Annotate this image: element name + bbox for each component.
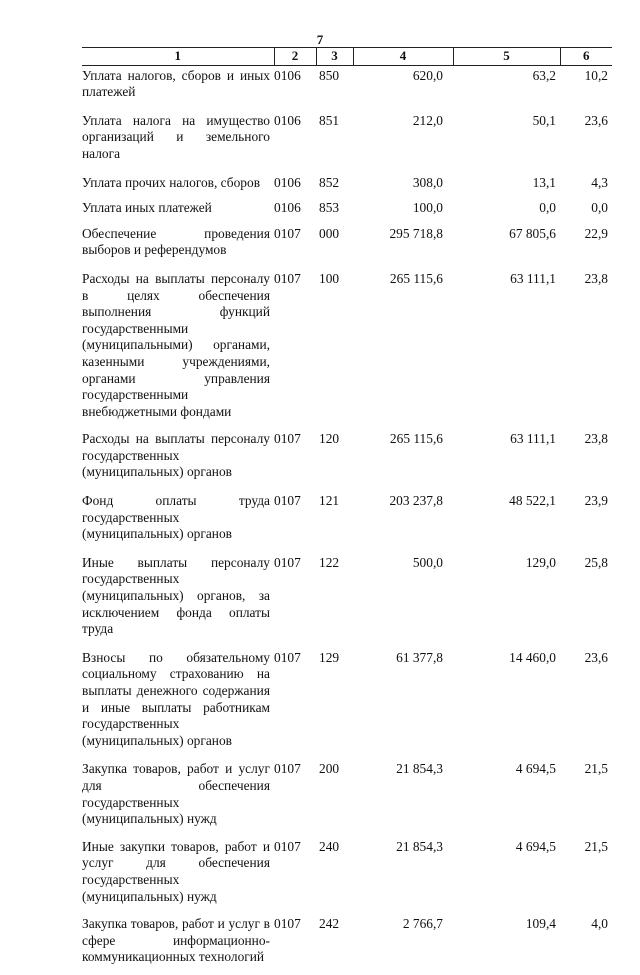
row-value-col4: 265 115,6: [389, 431, 443, 447]
row-value-col4: 100,0: [412, 200, 443, 216]
row-section-code: 0107: [274, 270, 301, 286]
row-value-col6: 0,0: [591, 200, 608, 216]
row-value-col5: 0,0: [539, 200, 556, 216]
row-expense-type-code: 850: [319, 67, 340, 83]
row-value-col4: 61 377,8: [396, 649, 443, 665]
row-name: Уплата налогов, сборов и иных платежей: [82, 67, 270, 100]
row-value-col6: 25,8: [584, 554, 608, 570]
row-name: Расходы на выплаты персоналу в целях обеспечения выполнения функций государственными (муниципальными) органами, казенными учреждениями, органами управления государственными внебюджетными фондами: [82, 270, 270, 419]
row-value-col5: 63 111,1: [510, 270, 556, 286]
row-name: Закупка товаров, работ и услуг в сфере информационно-коммуникационных технологий: [82, 916, 270, 965]
row-section-code: 0106: [274, 112, 301, 128]
row-section-code: 0106: [274, 200, 301, 216]
row-section-code: 0107: [274, 761, 301, 777]
row-value-col4: 500,0: [412, 554, 443, 570]
row-name: Взносы по обязательному социальному страхованию на выплаты денежного содержания и иные выплаты работникам государственных (муниципальных) органов: [82, 649, 270, 748]
row-value-col4: 21 854,3: [396, 838, 443, 854]
row-value-col5: 129,0: [525, 554, 556, 570]
row-name: Фонд оплаты труда государственных (муниципальных) органов: [82, 493, 270, 542]
row-value-col4: 203 237,8: [389, 493, 443, 509]
budget-table: [82, 47, 612, 975]
row-section-code: 0107: [274, 431, 301, 447]
table-row: [82, 553, 612, 648]
row-value-col5: 13,1: [532, 174, 556, 190]
row-section-code: 0107: [274, 838, 301, 854]
row-name: Закупка товаров, работ и услуг для обеспечения государственных (муниципальных) нужд: [82, 761, 270, 827]
row-expense-type-code: 000: [319, 225, 340, 241]
row-section-code: 0107: [274, 225, 301, 241]
table-row: [82, 111, 612, 173]
row-name: Уплата прочих налогов, сборов: [82, 174, 261, 190]
row-expense-type-code: 200: [319, 761, 340, 777]
row-section-code: 0106: [274, 174, 301, 190]
row-value-col5: 48 522,1: [509, 493, 556, 509]
row-value-col6: 10,2: [584, 67, 608, 83]
row-value-col5: 67 805,6: [509, 225, 556, 241]
table-row: [82, 173, 612, 199]
row-section-code: 0106: [274, 67, 301, 83]
row-value-col6: 23,6: [584, 649, 608, 665]
row-value-col6: 4,0: [591, 916, 608, 932]
row-section-code: 0107: [274, 493, 301, 509]
row-value-col5: 14 460,0: [509, 649, 556, 665]
row-expense-type-code: 853: [319, 200, 340, 216]
header-col-6: 6: [560, 48, 612, 66]
header-col-1: 1: [82, 48, 274, 66]
row-name: Уплата налога на имущество организаций и земельного налога: [82, 112, 270, 161]
table-header: [82, 48, 612, 66]
row-value-col4: 21 854,3: [396, 761, 443, 777]
row-value-col4: 308,0: [412, 174, 443, 190]
row-section-code: 0107: [274, 649, 301, 665]
header-row: [82, 48, 612, 66]
row-value-col5: 63 111,1: [510, 431, 556, 447]
table-row: [82, 837, 612, 914]
row-expense-type-code: 129: [319, 649, 340, 665]
table-row: [82, 429, 612, 491]
header-col-3: 3: [316, 48, 353, 66]
row-value-col5: 4 694,5: [515, 761, 556, 777]
row-value-col5: 109,4: [525, 916, 556, 932]
row-expense-type-code: 851: [319, 112, 340, 128]
row-name: Расходы на выплаты персоналу государственных (муниципальных) органов: [82, 431, 270, 480]
row-value-col6: 21,5: [584, 761, 608, 777]
row-value-col6: 23,9: [584, 493, 608, 509]
row-expense-type-code: 240: [319, 838, 340, 854]
header-col-5: 5: [453, 48, 560, 66]
row-expense-type-code: 100: [319, 270, 340, 286]
row-value-col6: 23,8: [584, 270, 608, 286]
row-value-col5: 4 694,5: [515, 838, 556, 854]
header-col-4: 4: [353, 48, 453, 66]
table-body: [82, 65, 612, 975]
row-value-col6: 4,3: [591, 174, 608, 190]
table-row: [82, 224, 612, 269]
header-col-2: 2: [274, 48, 316, 66]
table-row: [82, 269, 612, 429]
table-row: [82, 759, 612, 836]
row-expense-type-code: 242: [319, 916, 340, 932]
row-value-col5: 63,2: [532, 67, 556, 83]
row-value-col4: 295 718,8: [389, 225, 443, 241]
row-value-col4: 620,0: [412, 67, 443, 83]
row-value-col6: 23,8: [584, 431, 608, 447]
row-value-col6: 21,5: [584, 838, 608, 854]
table-row: [82, 914, 612, 975]
table-row: [82, 491, 612, 553]
row-value-col4: 2 766,7: [402, 916, 443, 932]
row-section-code: 0107: [274, 916, 301, 932]
row-name: Обеспечение проведения выборов и референдумов: [82, 225, 270, 258]
row-name: Иные закупки товаров, работ и услуг для обеспечения государственных (муниципальных) нужд: [82, 838, 270, 904]
row-value-col6: 23,6: [584, 112, 608, 128]
row-name: Иные выплаты персоналу государственных (муниципальных) органов, за исключением фонда оплаты труда: [82, 554, 270, 637]
row-expense-type-code: 121: [319, 493, 340, 509]
table-row: [82, 65, 612, 111]
row-value-col4: 265 115,6: [389, 270, 443, 286]
row-section-code: 0107: [274, 554, 301, 570]
row-value-col4: 212,0: [412, 112, 443, 128]
row-expense-type-code: 852: [319, 174, 340, 190]
table-row: [82, 648, 612, 760]
row-value-col6: 22,9: [584, 225, 608, 241]
table-row: [82, 198, 612, 224]
row-value-col5: 50,1: [532, 112, 556, 128]
row-expense-type-code: 120: [319, 431, 340, 447]
page-number: 7: [316, 32, 324, 47]
row-expense-type-code: 122: [319, 554, 340, 570]
row-name: Уплата иных платежей: [82, 200, 212, 216]
